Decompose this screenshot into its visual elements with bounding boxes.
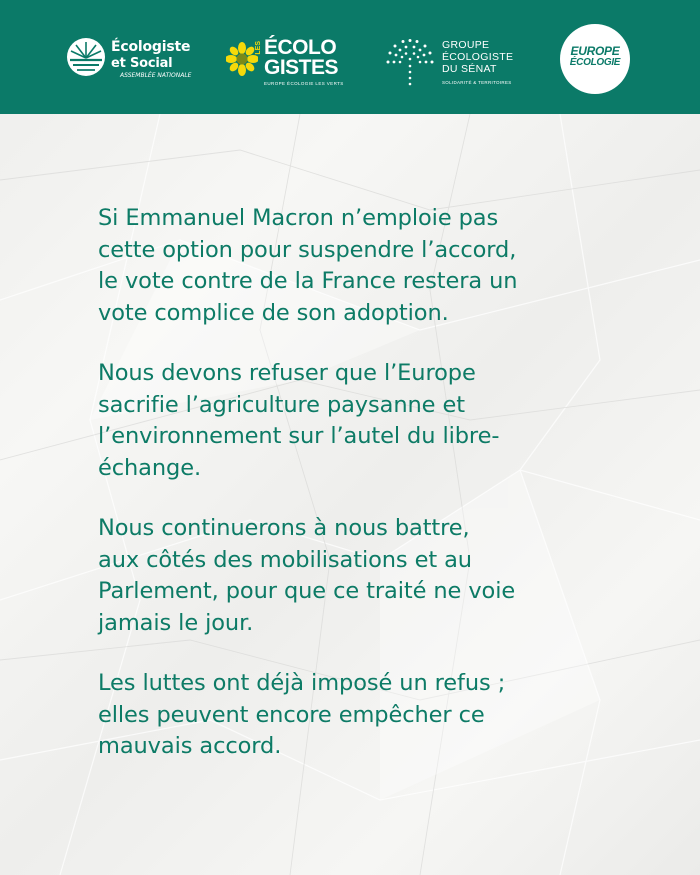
text-line: jamais le jour. (98, 609, 254, 636)
logo-subtitle: ASSEMBLÉE NATIONALE (120, 72, 192, 79)
text-line: aux côtés des mobilisations et au (98, 546, 472, 573)
text-line: sacrifie l’agriculture paysanne et (98, 391, 465, 418)
text-line: Nous continuerons à nous battre, (98, 515, 470, 541)
sunflower-icon (226, 41, 258, 77)
text-line: cette option pour suspendre l’accord, (98, 236, 517, 263)
text-line: l’environnement sur l’autel du libre- (98, 423, 500, 449)
text-line: échange. (98, 454, 201, 481)
paragraph (98, 513, 658, 639)
paragraph (98, 668, 658, 763)
logo-text-line: et Social (111, 56, 173, 71)
hemicycle-icon (385, 38, 435, 88)
paragraph (98, 358, 658, 484)
europe-ecologie-logo (560, 24, 630, 94)
statement-text (98, 203, 658, 792)
logo-text-line: EUROPE (570, 44, 620, 58)
logo-text-line: Écologiste (111, 39, 191, 55)
text-line: mauvais accord. (98, 733, 282, 759)
logo-text-line: ÉCOLOGIE (569, 57, 621, 68)
text-line: Parlement, pour que ce traité ne voie (98, 578, 516, 604)
ecologiste-et-social-logo (66, 37, 206, 81)
logo-text-line: ÉCOLOGISTE (442, 51, 514, 63)
les-ecologistes-logo (226, 37, 352, 89)
text-line: Les luttes ont déjà imposé un refus ; (98, 670, 506, 696)
logo-prefix: LES (255, 41, 262, 55)
logo-text-line: GISTES (264, 56, 339, 79)
logo-banner (0, 0, 700, 114)
logo-subtitle: SOLIDARITÉ & TERRITOIRES (442, 80, 512, 85)
logo-text-line: ÉCOLO (264, 36, 337, 59)
rising-sun-icon (66, 37, 106, 77)
logo-subtitle: EUROPE ÉCOLOGIE LES VERTS (264, 81, 344, 86)
text-line: vote complice de son adoption. (98, 299, 449, 326)
logo-text-line: DU SÉNAT (442, 63, 497, 75)
text-line: Nous devons refuser que l’Europe (98, 360, 476, 386)
text-line: elles peuvent encore empêcher ce (98, 701, 485, 728)
text-line: Si Emmanuel Macron n’emploie pas (98, 205, 499, 231)
logo-text-line: GROUPE (442, 39, 490, 51)
groupe-ecologiste-du-senat-logo (385, 38, 525, 90)
paragraph (98, 203, 658, 329)
text-line: le vote contre de la France restera un (98, 268, 518, 294)
